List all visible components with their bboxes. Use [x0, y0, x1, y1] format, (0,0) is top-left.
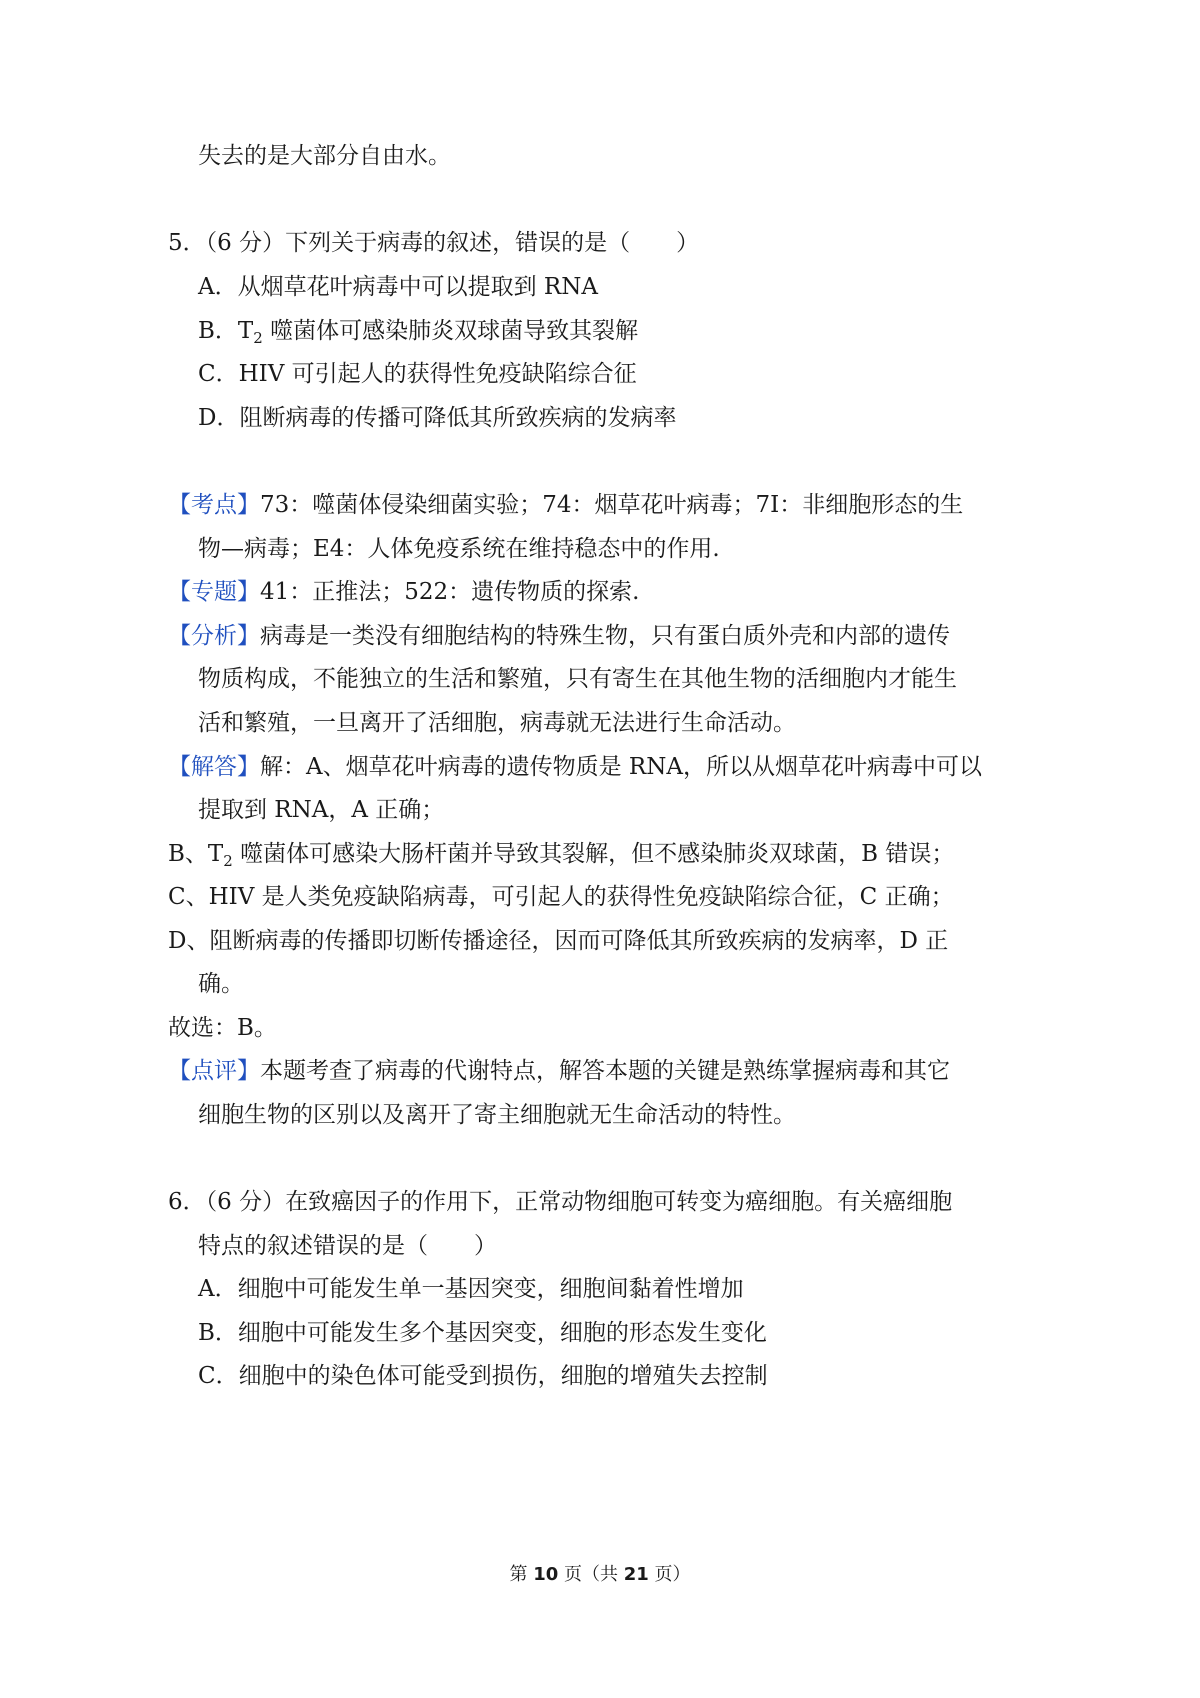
zhuanti-text: 41：正推法；522：遗传物质的探索. [260, 579, 640, 605]
q5-option-b [198, 320, 638, 346]
q5-option-b-pre: B．T [198, 318, 254, 344]
q6-option-c: C．细胞中的染色体可能受到损伤，细胞的增殖失去控制 [198, 1363, 768, 1389]
question-6-stem-2: 特点的叙述错误的是（ ） [198, 1233, 497, 1259]
footer-middle: 页（共 [558, 1564, 624, 1585]
fenxi-line-3: 活和繁殖，一旦离开了活细胞，病毒就无法进行生命活动。 [198, 710, 796, 736]
jieda-b-post: 噬菌体可感染大肠杆菌并导致其裂解，但不感染肺炎双球菌，B 错误； [232, 841, 955, 867]
footer-suffix: 页） [648, 1564, 691, 1585]
q5-option-b-subscript: 2 [253, 329, 263, 347]
question-5-stem: 5．（6 分）下列关于病毒的叙述，错误的是（ ） [168, 230, 700, 256]
continuation-text: 失去的是大部分自由水。 [198, 143, 451, 169]
q6-option-a: A．细胞中可能发生单一基因突变，细胞间黏着性增加 [198, 1276, 744, 1302]
footer-total-pages: 21 [623, 1564, 649, 1585]
jieda-b-pre: B、T [168, 841, 224, 867]
kaodian-text-1: 73：噬菌体侵染细菌实验；74：烟草花叶病毒；7I：非细胞形态的生 [260, 492, 964, 518]
zhuanti-line [168, 581, 639, 604]
q5-option-d: D．阻断病毒的传播可降低其所致疾病的发病率 [198, 405, 677, 431]
kaodian-line-2: 物—病毒；E4：人体免疫系统在维持稳态中的作用. [198, 536, 720, 562]
answer-line: 故选：B。 [168, 1015, 277, 1041]
jieda-b-subscript: 2 [223, 852, 233, 870]
fenxi-tag: 【分析】 [168, 623, 260, 649]
footer-page-number: 10 [533, 1564, 559, 1585]
question-6-stem-1: 6．（6 分）在致癌因子的作用下，正常动物细胞可转变为癌细胞。有关癌细胞 [168, 1189, 953, 1215]
jieda-text-1: 解：A、烟草花叶病毒的遗传物质是 RNA，所以从烟草花叶病毒中可以 [260, 754, 982, 780]
dianping-text-1: 本题考查了病毒的代谢特点，解答本题的关键是熟练掌握病毒和其它 [260, 1058, 950, 1084]
jieda-d-line-2: 确。 [198, 971, 244, 997]
jieda-b-line [168, 843, 954, 869]
zhuanti-tag: 【专题】 [168, 579, 260, 605]
dianping-line-2: 细胞生物的区别以及离开了寄主细胞就无生命活动的特性。 [198, 1102, 796, 1128]
kaodian-tag: 【考点】 [168, 492, 260, 518]
jieda-tag: 【解答】 [168, 754, 260, 780]
q6-option-b: B．细胞中可能发生多个基因突变，细胞的形态发生变化 [198, 1320, 767, 1346]
fenxi-text-1: 病毒是一类没有细胞结构的特殊生物，只有蛋白质外壳和内部的遗传 [260, 623, 950, 649]
jieda-line-2: 提取到 RNA，A 正确； [198, 797, 445, 823]
kaodian-line-1 [168, 494, 963, 517]
q5-option-b-post: 噬菌体可感染肺炎双球菌导致其裂解 [262, 318, 639, 344]
footer-prefix: 第 [509, 1564, 534, 1585]
dianping-line-1 [168, 1060, 950, 1083]
jieda-line-1 [168, 756, 982, 779]
page-footer [0, 1560, 1200, 1586]
fenxi-line-1 [168, 625, 950, 648]
fenxi-line-2: 物质构成，不能独立的生活和繁殖，只有寄生在其他生物的活细胞内才能生 [198, 666, 957, 692]
q5-option-c: C．HIV 可引起人的获得性免疫缺陷综合征 [198, 361, 637, 387]
dianping-tag: 【点评】 [168, 1058, 260, 1084]
q5-option-a: A．从烟草花叶病毒中可以提取到 RNA [198, 274, 598, 300]
jieda-d-line-1: D、阻断病毒的传播即切断传播途径，因而可降低其所致疾病的发病率，D 正 [168, 928, 949, 954]
jieda-c-line: C、HIV 是人类免疫缺陷病毒，可引起人的获得性免疫缺陷综合征，C 正确； [168, 884, 954, 910]
